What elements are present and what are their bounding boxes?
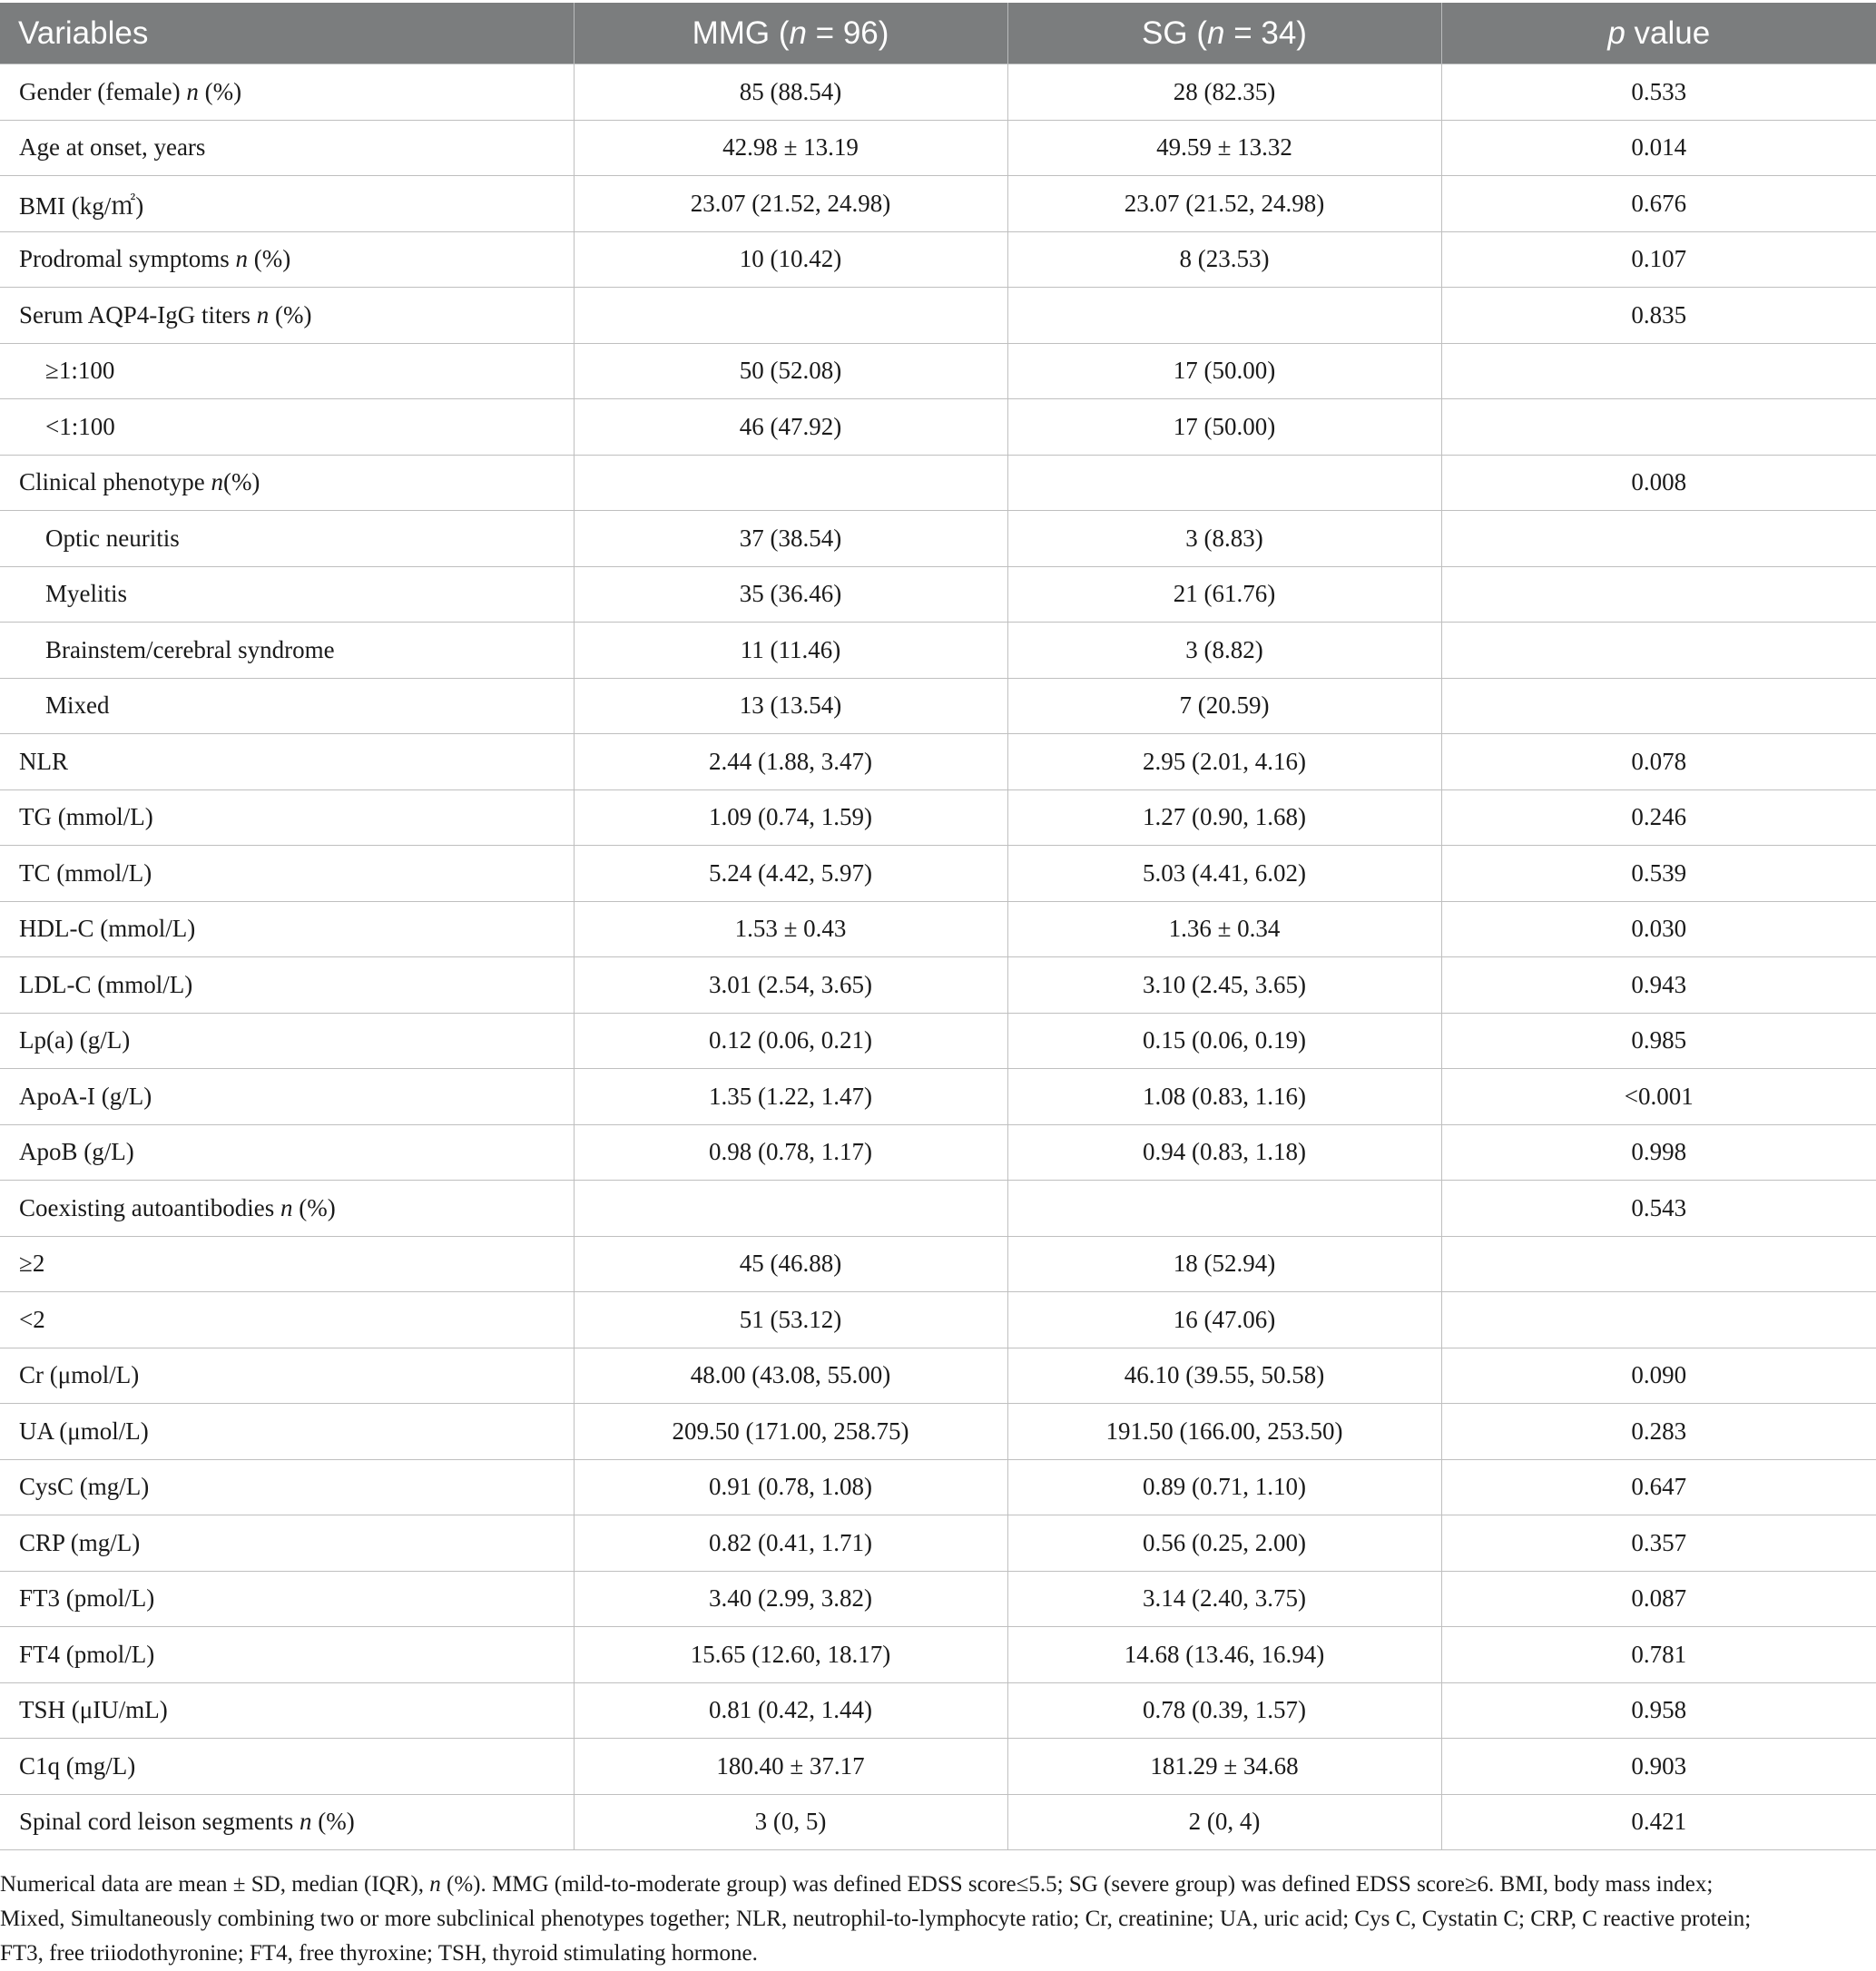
sg-cell [1007, 1181, 1441, 1237]
mmg-cell: 0.82 (0.41, 1.71) [574, 1515, 1007, 1572]
column-header: MMG (n = 96) [574, 3, 1007, 64]
variable-cell: C1q (mg/L) [0, 1739, 574, 1795]
mmg-cell: 1.09 (0.74, 1.59) [574, 789, 1007, 846]
mmg-cell: 5.24 (4.42, 5.97) [574, 846, 1007, 902]
p-value-cell: 0.781 [1441, 1627, 1876, 1683]
variable-cell: ≥1:100 [0, 343, 574, 399]
table-row [0, 1571, 1876, 1627]
column-header: Variables [0, 3, 574, 64]
sg-cell: 1.36 ± 0.34 [1007, 901, 1441, 957]
p-value-cell: 0.676 [1441, 176, 1876, 232]
footnote-line: Mixed, Simultaneously combining two or more subclinical phenotypes together; NLR, neutrophil-to-lymphocyte ratio; Cr, creatinine; UA, uric acid; Cys C, Cystatin C; CRP, C reactive protein; [0, 1907, 1752, 1931]
sg-cell: 0.15 (0.06, 0.19) [1007, 1013, 1441, 1069]
p-value-cell: <0.001 [1441, 1069, 1876, 1125]
sg-cell: 1.27 (0.90, 1.68) [1007, 789, 1441, 846]
p-value-cell: 0.078 [1441, 734, 1876, 790]
mmg-cell: 37 (38.54) [574, 511, 1007, 567]
sg-cell: 46.10 (39.55, 50.58) [1007, 1348, 1441, 1404]
sg-cell: 0.94 (0.83, 1.18) [1007, 1124, 1441, 1181]
p-value-cell: 0.958 [1441, 1682, 1876, 1739]
p-value-cell [1441, 343, 1876, 399]
data-table [0, 3, 1876, 1850]
p-value-cell: 0.246 [1441, 789, 1876, 846]
table-row [0, 231, 1876, 288]
table-row [0, 1013, 1876, 1069]
variable-cell: Gender (female) n (%) [0, 64, 574, 121]
sg-cell: 49.59 ± 13.32 [1007, 120, 1441, 176]
variable-cell: Spinal cord leison segments n (%) [0, 1794, 574, 1850]
sg-cell: 1.08 (0.83, 1.16) [1007, 1069, 1441, 1125]
p-value-cell [1441, 566, 1876, 623]
sg-cell: 7 (20.59) [1007, 678, 1441, 734]
variable-cell: CRP (mg/L) [0, 1515, 574, 1572]
variable-cell: TG (mmol/L) [0, 789, 574, 846]
p-value-cell: 0.014 [1441, 120, 1876, 176]
variable-cell: TSH (μIU/mL) [0, 1682, 574, 1739]
p-value-cell [1441, 623, 1876, 679]
table-row [0, 1515, 1876, 1572]
sg-cell: 0.56 (0.25, 2.00) [1007, 1515, 1441, 1572]
p-value-cell: 0.008 [1441, 455, 1876, 511]
p-value-cell: 0.539 [1441, 846, 1876, 902]
mmg-cell: 10 (10.42) [574, 231, 1007, 288]
p-value-cell: 0.903 [1441, 1739, 1876, 1795]
table-row [0, 1124, 1876, 1181]
mmg-cell [574, 288, 1007, 344]
table-row [0, 1292, 1876, 1348]
mmg-cell: 3 (0, 5) [574, 1794, 1007, 1850]
table-row [0, 343, 1876, 399]
variable-cell: FT4 (pmol/L) [0, 1627, 574, 1683]
variable-cell: Clinical phenotype n(%) [0, 455, 574, 511]
footnote-line: Numerical data are mean ± SD, median (IQR), n (%). MMG (mild-to-moderate group) was defined EDSS score≤5.5; SG (severe group) was defined EDSS score≥6. BMI, body mass index; [0, 1872, 1714, 1897]
table-footnote [0, 1868, 1876, 1971]
table-row [0, 623, 1876, 679]
table-container [0, 3, 1876, 1850]
mmg-cell: 0.12 (0.06, 0.21) [574, 1013, 1007, 1069]
mmg-cell: 23.07 (21.52, 24.98) [574, 176, 1007, 232]
variable-cell: FT3 (pmol/L) [0, 1571, 574, 1627]
variable-cell: TC (mmol/L) [0, 846, 574, 902]
table-row [0, 288, 1876, 344]
variable-cell: Prodromal symptoms n (%) [0, 231, 574, 288]
table-row [0, 678, 1876, 734]
p-value-cell: 0.087 [1441, 1571, 1876, 1627]
p-value-cell [1441, 1292, 1876, 1348]
mmg-cell [574, 1181, 1007, 1237]
table-row [0, 1404, 1876, 1460]
sg-cell: 0.78 (0.39, 1.57) [1007, 1682, 1441, 1739]
table-row [0, 1348, 1876, 1404]
table-row [0, 1459, 1876, 1515]
table-row [0, 455, 1876, 511]
sg-cell: 16 (47.06) [1007, 1292, 1441, 1348]
sg-cell: 191.50 (166.00, 253.50) [1007, 1404, 1441, 1460]
mmg-cell: 0.81 (0.42, 1.44) [574, 1682, 1007, 1739]
sg-cell: 8 (23.53) [1007, 231, 1441, 288]
p-value-cell: 0.533 [1441, 64, 1876, 121]
sg-cell: 5.03 (4.41, 6.02) [1007, 846, 1441, 902]
variable-cell: ApoB (g/L) [0, 1124, 574, 1181]
p-value-cell: 0.943 [1441, 957, 1876, 1014]
header-row [0, 3, 1876, 64]
table-body [0, 64, 1876, 1850]
p-value-cell: 0.985 [1441, 1013, 1876, 1069]
sg-cell: 0.89 (0.71, 1.10) [1007, 1459, 1441, 1515]
table-row [0, 64, 1876, 121]
variable-cell: CysC (mg/L) [0, 1459, 574, 1515]
p-value-cell: 0.421 [1441, 1794, 1876, 1850]
table-row [0, 566, 1876, 623]
mmg-cell: 45 (46.88) [574, 1236, 1007, 1292]
sg-cell: 181.29 ± 34.68 [1007, 1739, 1441, 1795]
mmg-cell: 42.98 ± 13.19 [574, 120, 1007, 176]
mmg-cell: 48.00 (43.08, 55.00) [574, 1348, 1007, 1404]
table-row [0, 846, 1876, 902]
variable-cell: Myelitis [0, 566, 574, 623]
p-value-cell: 0.998 [1441, 1124, 1876, 1181]
variable-cell: Mixed [0, 678, 574, 734]
mmg-cell: 209.50 (171.00, 258.75) [574, 1404, 1007, 1460]
variable-cell: ≥2 [0, 1236, 574, 1292]
variable-cell: Serum AQP4-IgG titers n (%) [0, 288, 574, 344]
variable-cell: Lp(a) (g/L) [0, 1013, 574, 1069]
table-row [0, 1236, 1876, 1292]
table-row [0, 511, 1876, 567]
table-row [0, 1739, 1876, 1795]
table-row [0, 901, 1876, 957]
p-value-cell: 0.090 [1441, 1348, 1876, 1404]
mmg-cell: 180.40 ± 37.17 [574, 1739, 1007, 1795]
sg-cell: 23.07 (21.52, 24.98) [1007, 176, 1441, 232]
mmg-cell: 3.01 (2.54, 3.65) [574, 957, 1007, 1014]
table-row [0, 120, 1876, 176]
sg-cell: 2.95 (2.01, 4.16) [1007, 734, 1441, 790]
sg-cell: 28 (82.35) [1007, 64, 1441, 121]
variable-cell: <1:100 [0, 399, 574, 456]
sg-cell: 3.14 (2.40, 3.75) [1007, 1571, 1441, 1627]
mmg-cell: 11 (11.46) [574, 623, 1007, 679]
mmg-cell [574, 455, 1007, 511]
mmg-cell: 51 (53.12) [574, 1292, 1007, 1348]
table-row [0, 1069, 1876, 1125]
mmg-cell: 0.98 (0.78, 1.17) [574, 1124, 1007, 1181]
mmg-cell: 35 (36.46) [574, 566, 1007, 623]
table-row [0, 1627, 1876, 1683]
p-value-cell: 0.283 [1441, 1404, 1876, 1460]
sg-cell: 14.68 (13.46, 16.94) [1007, 1627, 1441, 1683]
variable-cell: Brainstem/cerebral syndrome [0, 623, 574, 679]
variable-cell: ApoA-I (g/L) [0, 1069, 574, 1125]
sg-cell [1007, 455, 1441, 511]
table-row [0, 1682, 1876, 1739]
mmg-cell: 1.53 ± 0.43 [574, 901, 1007, 957]
sg-cell: 3 (8.83) [1007, 511, 1441, 567]
mmg-cell: 2.44 (1.88, 3.47) [574, 734, 1007, 790]
column-header: p value [1441, 3, 1876, 64]
variable-cell: <2 [0, 1292, 574, 1348]
variable-cell: BMI (kg/㎡) [0, 176, 574, 232]
sg-cell: 21 (61.76) [1007, 566, 1441, 623]
variable-cell: Age at onset, years [0, 120, 574, 176]
p-value-cell [1441, 1236, 1876, 1292]
sg-cell: 17 (50.00) [1007, 343, 1441, 399]
table-row [0, 176, 1876, 232]
p-value-cell: 0.107 [1441, 231, 1876, 288]
variable-cell: NLR [0, 734, 574, 790]
p-value-cell: 0.357 [1441, 1515, 1876, 1572]
table-row [0, 789, 1876, 846]
sg-cell: 3 (8.82) [1007, 623, 1441, 679]
sg-cell: 2 (0, 4) [1007, 1794, 1441, 1850]
mmg-cell: 15.65 (12.60, 18.17) [574, 1627, 1007, 1683]
variable-cell: Optic neuritis [0, 511, 574, 567]
sg-cell: 18 (52.94) [1007, 1236, 1441, 1292]
table-row [0, 1794, 1876, 1850]
sg-cell: 3.10 (2.45, 3.65) [1007, 957, 1441, 1014]
mmg-cell: 46 (47.92) [574, 399, 1007, 456]
variable-cell: HDL-C (mmol/L) [0, 901, 574, 957]
table-row [0, 1181, 1876, 1237]
table-row [0, 734, 1876, 790]
column-header: SG (n = 34) [1007, 3, 1441, 64]
sg-cell: 17 (50.00) [1007, 399, 1441, 456]
p-value-cell: 0.030 [1441, 901, 1876, 957]
footnote-line: FT3, free triiodothyronine; FT4, free thyroxine; TSH, thyroid stimulating hormone. [0, 1941, 758, 1966]
mmg-cell: 50 (52.08) [574, 343, 1007, 399]
mmg-cell: 3.40 (2.99, 3.82) [574, 1571, 1007, 1627]
mmg-cell: 1.35 (1.22, 1.47) [574, 1069, 1007, 1125]
variable-cell: LDL-C (mmol/L) [0, 957, 574, 1014]
table-row [0, 957, 1876, 1014]
table-header [0, 3, 1876, 64]
variable-cell: UA (μmol/L) [0, 1404, 574, 1460]
table-row [0, 399, 1876, 456]
sg-cell [1007, 288, 1441, 344]
p-value-cell [1441, 511, 1876, 567]
p-value-cell: 0.647 [1441, 1459, 1876, 1515]
variable-cell: Coexisting autoantibodies n (%) [0, 1181, 574, 1237]
mmg-cell: 13 (13.54) [574, 678, 1007, 734]
p-value-cell: 0.835 [1441, 288, 1876, 344]
variable-cell: Cr (μmol/L) [0, 1348, 574, 1404]
mmg-cell: 85 (88.54) [574, 64, 1007, 121]
p-value-cell [1441, 399, 1876, 456]
mmg-cell: 0.91 (0.78, 1.08) [574, 1459, 1007, 1515]
p-value-cell [1441, 678, 1876, 734]
p-value-cell: 0.543 [1441, 1181, 1876, 1237]
